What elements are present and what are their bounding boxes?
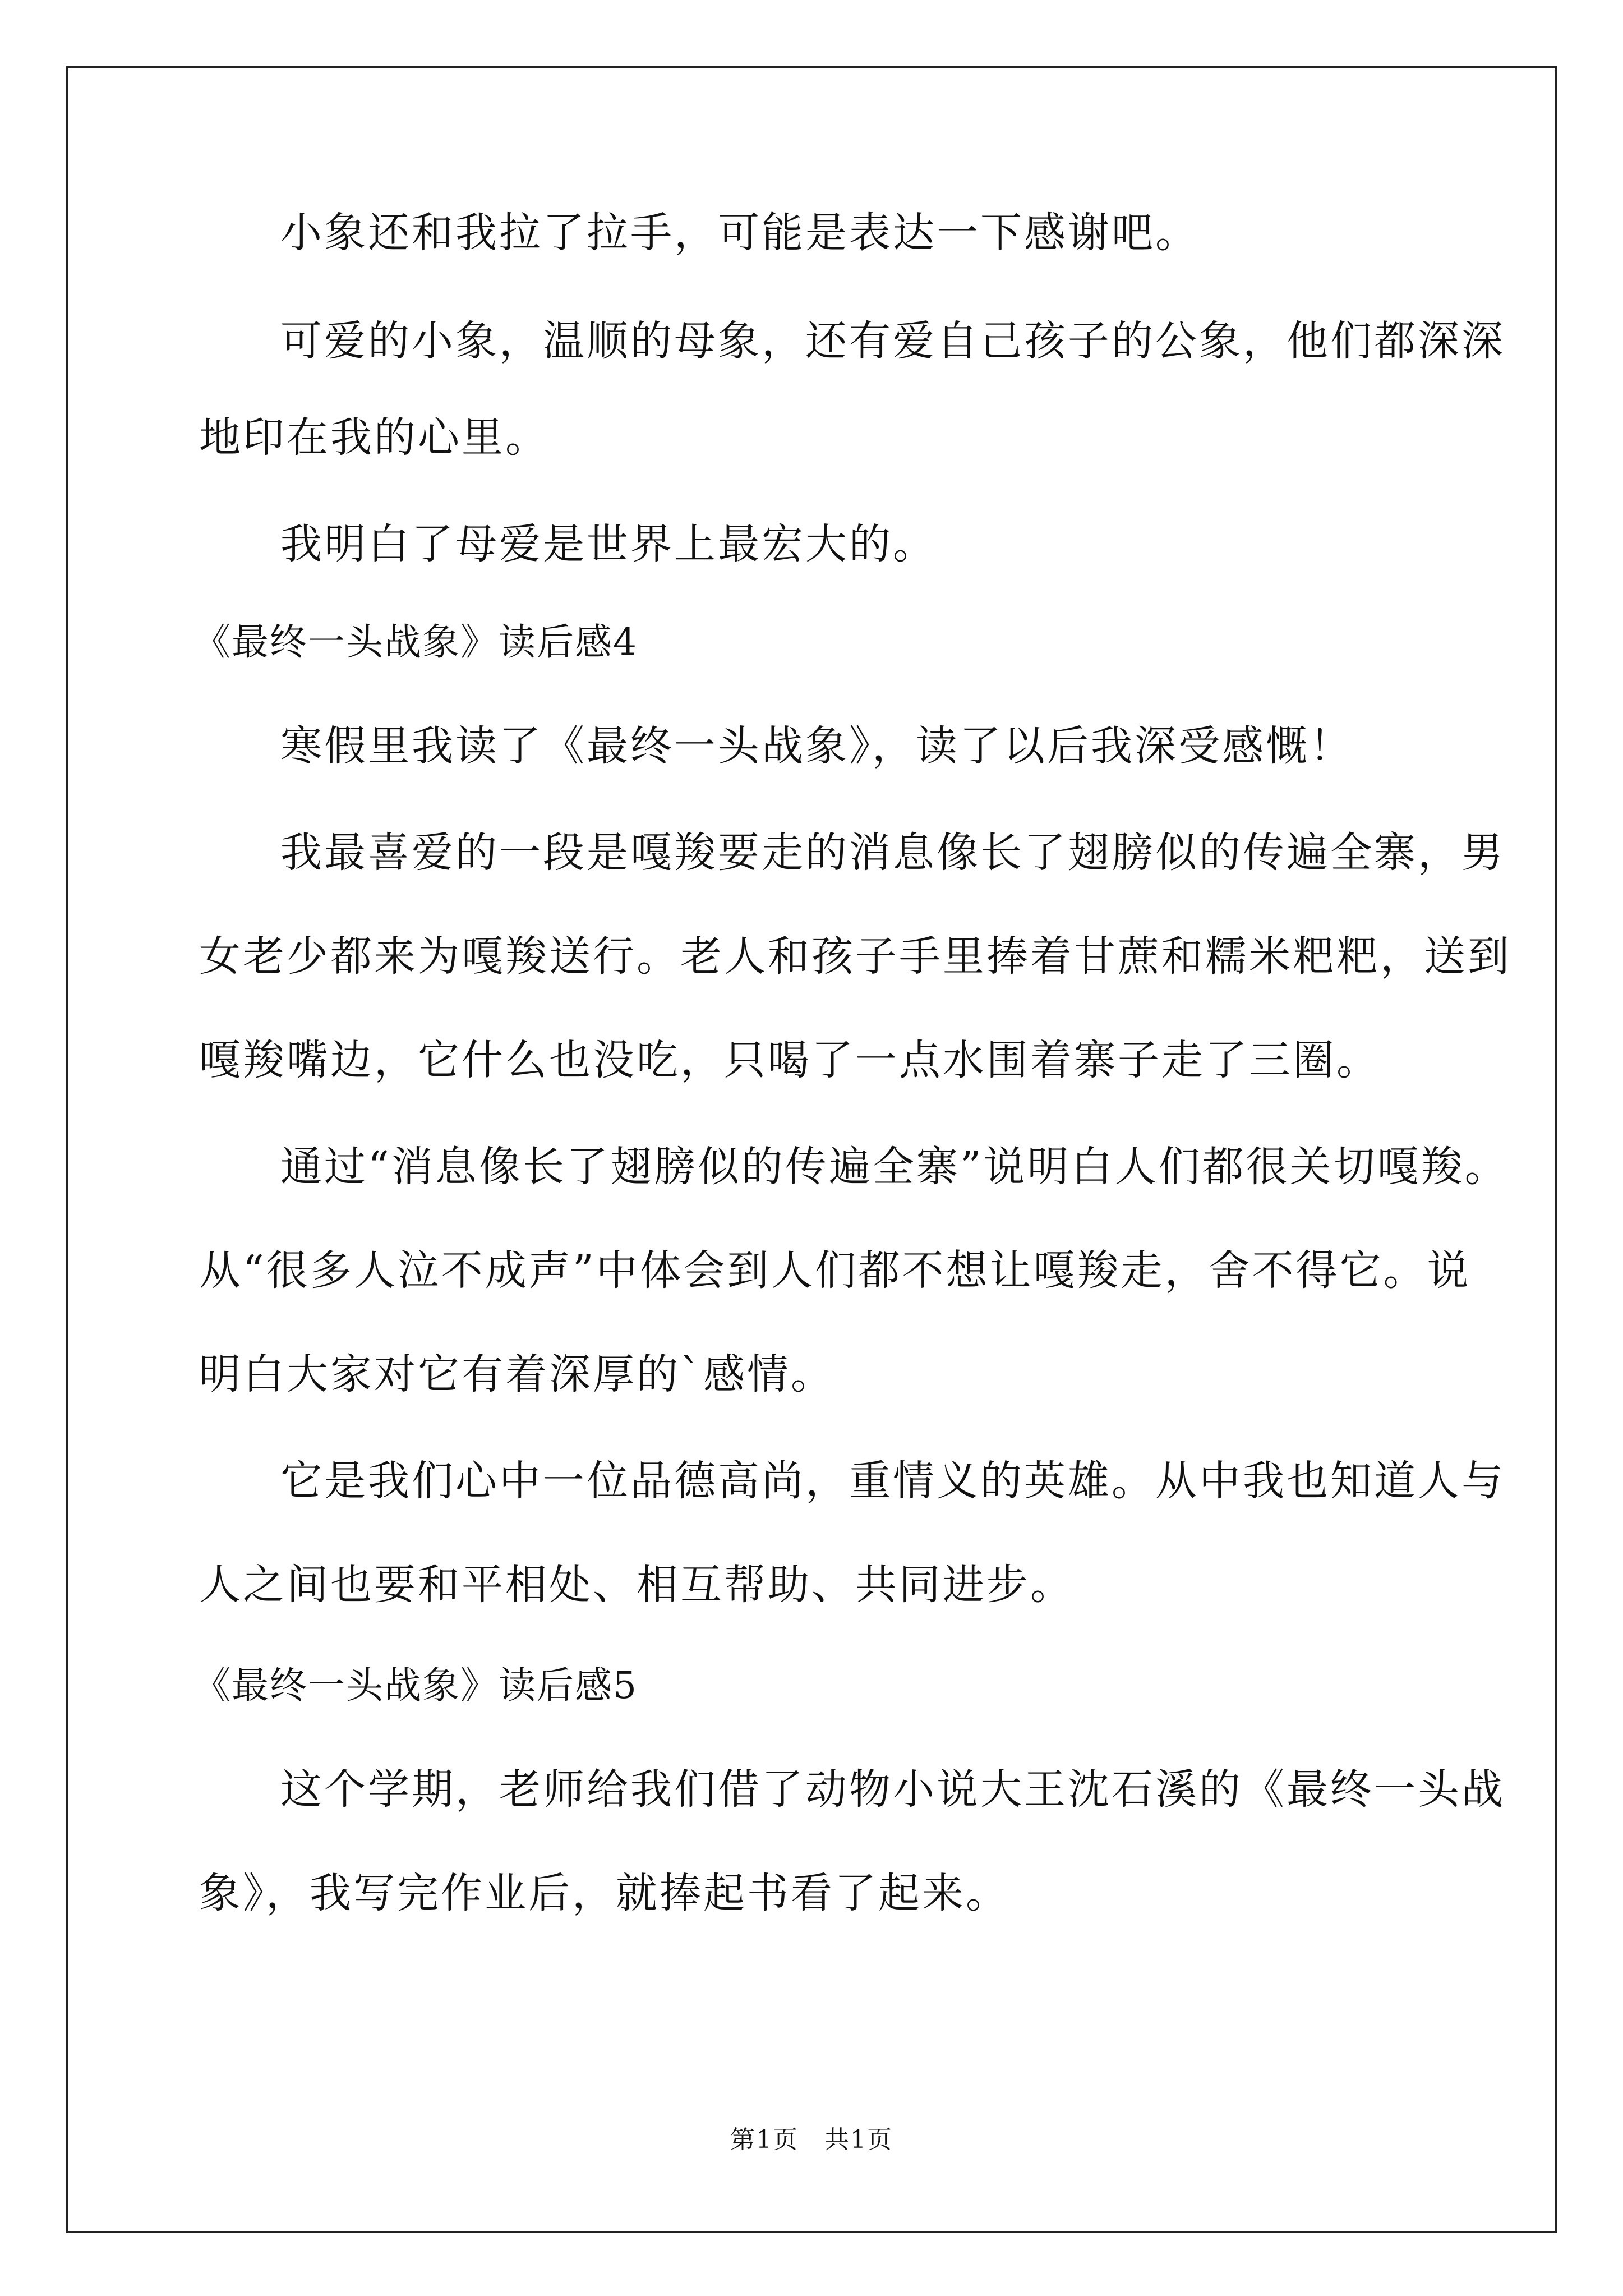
paragraph-line: 小象还和我拉了拉手，可能是表达一下感谢吧。 [280, 209, 1199, 257]
paragraph-line: 寒假里我读了《最终一头战象》，读了以后我深受感慨！ [280, 722, 1353, 770]
section-heading: 《最终一头战象》读后感5 [193, 1664, 638, 1707]
paragraph-line: 从“很多人泣不成声”中体会到人们都不想让嘎羧走，舍不得它。说 [199, 1246, 1471, 1295]
page-number-footer: 第1页 共1页 [730, 2125, 893, 2154]
section-heading: 《最终一头战象》读后感4 [193, 620, 638, 664]
paragraph-line: 女老少都来为嘎羧送行。老人和孩子手里捧着甘蔗和糯米粑粑，送到 [199, 932, 1511, 981]
paragraph-line: 象》，我写完作业后，就捧起书看了起来。 [199, 1869, 1009, 1917]
paragraph-line: 地印在我的心里。 [199, 413, 549, 462]
paragraph-line: 人之间也要和平相处、相互帮助、共同进步。 [199, 1561, 1074, 1609]
paragraph-line: 它是我们心中一位品德高尚，重情义的英雄。从中我也知道人与 [280, 1457, 1505, 1505]
paragraph-line: 明白大家对它有着深厚的`感情。 [199, 1350, 834, 1398]
paragraph-line: 我明白了母爱是世界上最宏大的。 [280, 520, 937, 568]
paragraph-line: 这个学期，老师给我们借了动物小说大王沈石溪的《最终一头战 [280, 1765, 1505, 1814]
paragraph-line: 嘎羧嘴边，它什么也没吃，只喝了一点水围着寨子走了三圈。 [199, 1036, 1380, 1084]
paragraph-line: 通过“消息像长了翅膀似的传遍全寨”说明白人们都很关切嘎羧。 [280, 1143, 1509, 1191]
paragraph-line: 我最喜爱的一段是嘎羧要走的消息像长了翅膀似的传遍全寨，男 [280, 829, 1505, 877]
paragraph-line: 可爱的小象，温顺的母象，还有爱自己孩子的公象，他们都深深 [280, 317, 1505, 365]
